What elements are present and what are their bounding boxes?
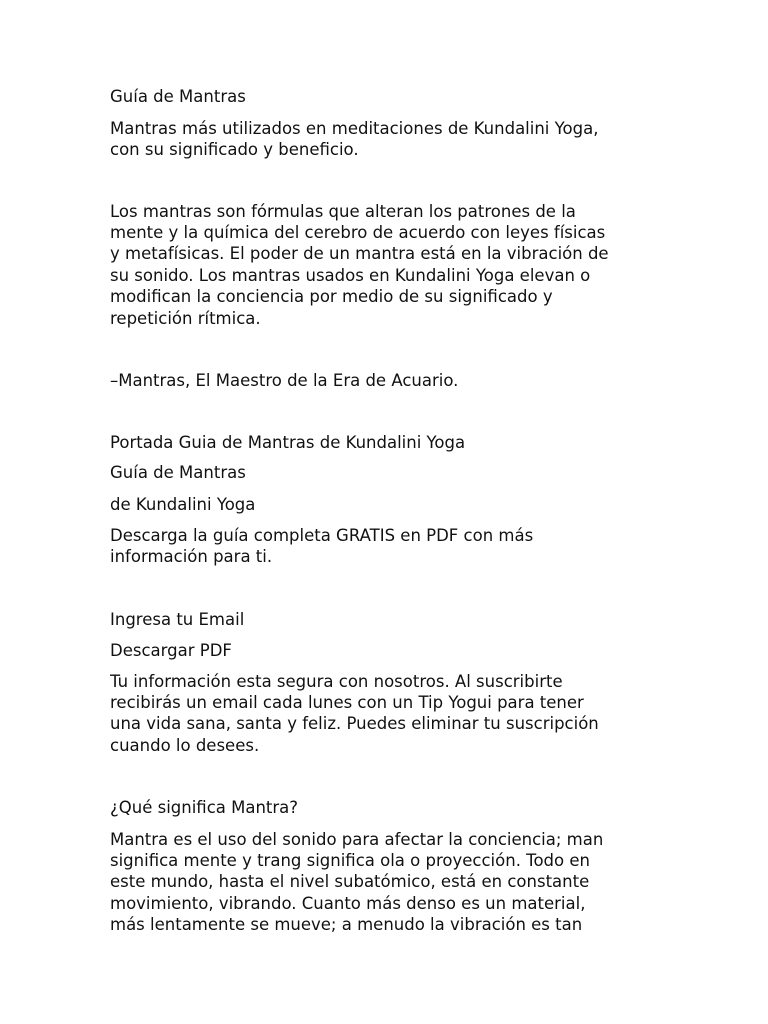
download-text-line-1: Descarga la guía completa GRATIS en PDF con más: [110, 526, 534, 545]
cover-image-alt: Portada Guia de Mantras de Kundalini Yoga: [110, 433, 466, 452]
paragraph-line-2: mente y la química del cerebro de acuerdo con leyes físicas: [110, 223, 606, 242]
intro-line-2: con su significado y beneficio.: [110, 140, 359, 159]
section-body-line-4: movimiento, vibrando. Cuanto más denso es un material,: [110, 894, 586, 913]
citation: –Mantras, El Maestro de la Era de Acuario.: [110, 371, 459, 390]
paragraph-line-5: modifican la conciencia por medio de su significado y: [110, 287, 553, 306]
email-field-label[interactable]: Ingresa tu Email: [110, 610, 245, 629]
section-body-line-3: este mundo, hasta el nivel subatómico, está en constante: [110, 872, 590, 891]
guide-title-line-1: Guía de Mantras: [110, 463, 246, 482]
section-body-line-1: Mantra es el uso del sonido para afectar la conciencia; man: [110, 830, 604, 849]
guide-title-line-2: de Kundalini Yoga: [110, 495, 256, 514]
download-pdf-button[interactable]: Descargar PDF: [110, 641, 232, 660]
paragraph-line-1: Los mantras son fórmulas que alteran los patrones de la: [110, 202, 576, 221]
section-body-line-5: más lentamente se mueve; a menudo la vibración es tan: [110, 915, 583, 934]
paragraph-line-6: repetición rítmica.: [110, 309, 261, 328]
document-page: [110, 0, 650, 1024]
privacy-text-line-4: cuando lo desees.: [110, 736, 260, 755]
privacy-text-line-1: Tu información esta segura con nosotros. Al suscribirte: [110, 672, 563, 691]
intro-line-1: Mantras más utilizados en meditaciones de Kundalini Yoga,: [110, 119, 599, 138]
privacy-text-line-3: una vida sana, santa y feliz. Puedes eliminar tu suscripción: [110, 714, 599, 733]
section-body-line-2: significa mente y trang significa ola o proyección. Todo en: [110, 851, 590, 870]
document-title: Guía de Mantras: [110, 87, 246, 106]
paragraph-line-4: su sonido. Los mantras usados en Kundalini Yoga elevan o: [110, 266, 591, 285]
privacy-text-line-2: recibirás un email cada lunes con un Tip Yogui para tener: [110, 693, 584, 712]
section-heading: ¿Qué significa Mantra?: [110, 798, 299, 817]
paragraph-line-3: y metafísicas. El poder de un mantra está en la vibración de: [110, 244, 609, 263]
download-text-line-2: información para ti.: [110, 547, 273, 566]
